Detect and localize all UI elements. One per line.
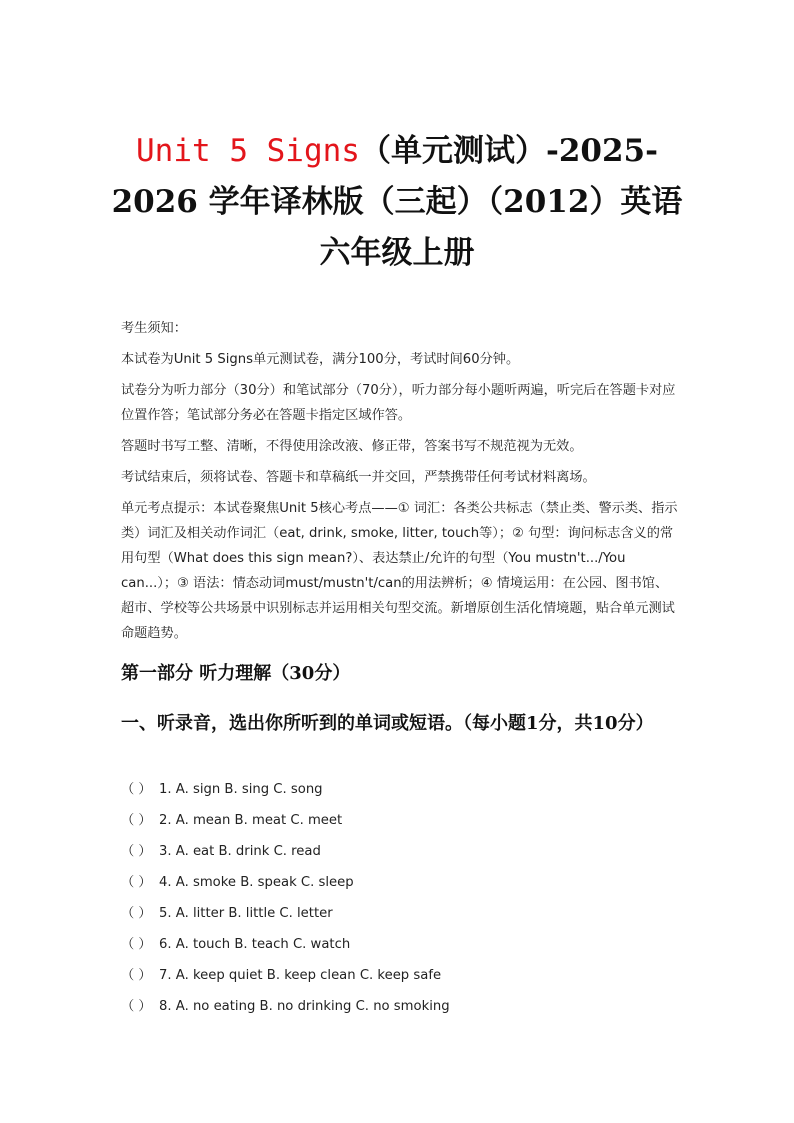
answer-blank: （ ） bbox=[121, 968, 152, 983]
notice-key-points: 单元考点提示：本试卷聚焦Unit 5核心考点——① 词汇：各类公共标志（禁止类、警示类、指示类）词汇及相关动作词汇（eat, drink, smoke, litter, touch等）；② 句型：询问标志含义的常用句型（What does this sign mean?）、表达禁止/允许的句型（You mustn't.../You can...）；③ 语法：情态动词must/mustn't/can的用法辨析；④ 情境运用：在公园、图书馆、超市、学校等公共场景中识别标志并运用相关句型交流。新增原创生活化情境题，贴合单元测试命题趋势。 bbox=[121, 501, 678, 641]
question-text: 7. A. keep quiet B. keep clean C. keep safe bbox=[159, 968, 442, 983]
section-heading: 一、听录音，选出你所听到的单词或短语。（每小题1分，共10分） bbox=[121, 713, 654, 734]
notice-line: 试卷分为听力部分（30分）和笔试部分（70分），听力部分每小题听两遍，听完后在答题卡对应位置作答；笔试部分务必在答题卡指定区域作答。 bbox=[121, 383, 676, 423]
notice-line: 答题时书写工整、清晰，不得使用涂改液、修正带，答案书写不规范视为无效。 bbox=[121, 439, 583, 454]
title-rest: （单元测试）-2025-2026 学年译林版（三起）（2012）英语六年级上册 bbox=[111, 133, 683, 271]
list-item bbox=[121, 964, 681, 995]
list-item bbox=[121, 778, 681, 809]
list-item bbox=[121, 933, 681, 964]
part-heading: 第一部分 听力理解（30分） bbox=[121, 663, 351, 684]
question-text: 5. A. litter B. little C. letter bbox=[159, 906, 333, 921]
question-text: 4. A. smoke B. speak C. sleep bbox=[159, 875, 354, 890]
question-text: 2. A. mean B. meat C. meet bbox=[159, 813, 343, 828]
question-text: 6. A. touch B. teach C. watch bbox=[159, 937, 351, 952]
answer-blank: （ ） bbox=[121, 844, 152, 859]
exam-notice bbox=[121, 316, 681, 651]
notice-heading: 考生须知： bbox=[121, 321, 187, 336]
list-item bbox=[121, 902, 681, 933]
list-item bbox=[121, 840, 681, 871]
question-text: 3. A. eat B. drink C. read bbox=[159, 844, 321, 859]
title-unit-name: Unit 5 Signs bbox=[136, 133, 360, 169]
list-item bbox=[121, 871, 681, 902]
question-text: 1. A. sign B. sing C. song bbox=[159, 782, 323, 797]
answer-blank: （ ） bbox=[121, 782, 152, 797]
question-list bbox=[121, 778, 681, 1026]
list-item bbox=[121, 995, 681, 1026]
answer-blank: （ ） bbox=[121, 937, 152, 952]
answer-blank: （ ） bbox=[121, 999, 152, 1014]
question-text: 8. A. no eating B. no drinking C. no smoking bbox=[159, 999, 450, 1014]
list-item bbox=[121, 809, 681, 840]
notice-line: 本试卷为Unit 5 Signs单元测试卷，满分100分，考试时间60分钟。 bbox=[121, 352, 520, 367]
notice-line: 考试结束后，须将试卷、答题卡和草稿纸一并交回，严禁携带任何考试材料离场。 bbox=[121, 470, 596, 485]
answer-blank: （ ） bbox=[121, 906, 152, 921]
answer-blank: （ ） bbox=[121, 813, 152, 828]
answer-blank: （ ） bbox=[121, 875, 152, 890]
document-title bbox=[100, 126, 694, 279]
